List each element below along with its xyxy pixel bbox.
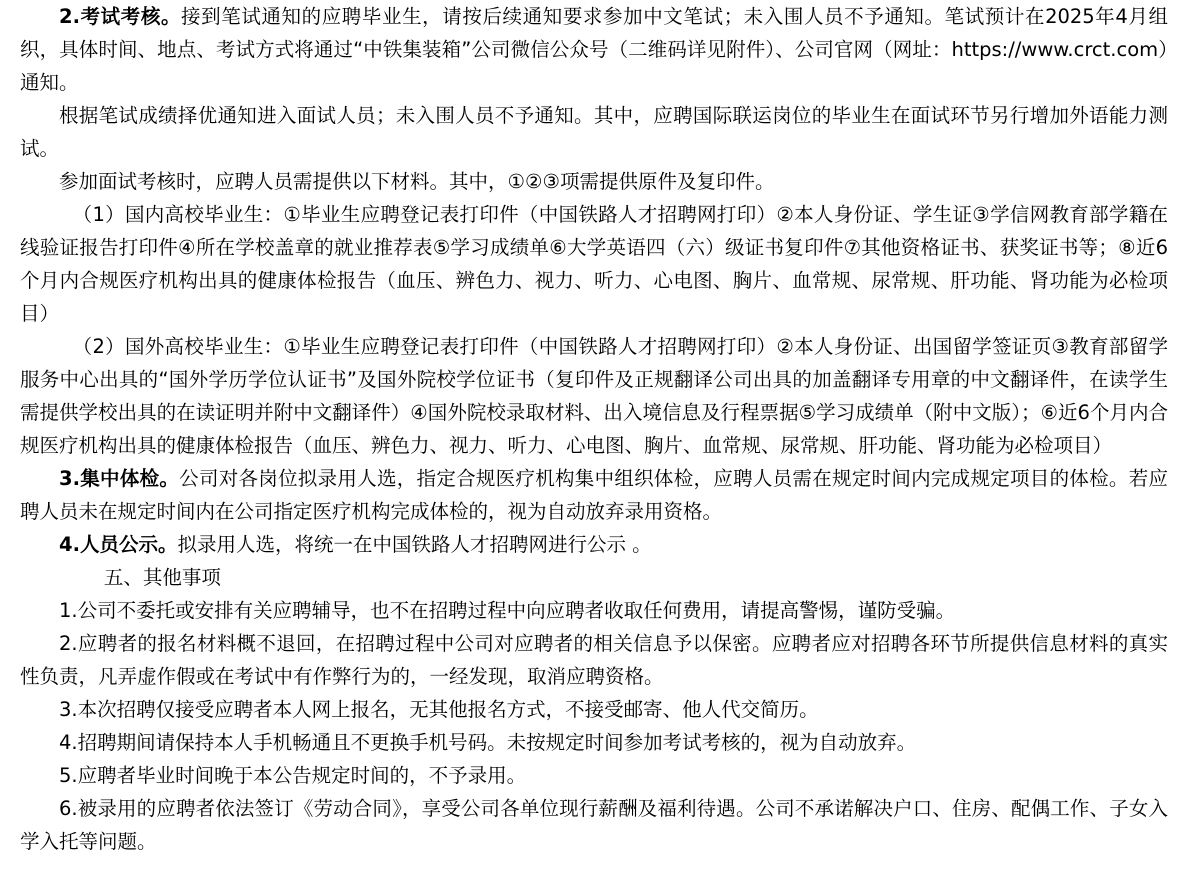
paragraph-text: 参加面试考核时，应聘人员需提供以下材料。其中，①②③项需提供原件及复印件。: [59, 170, 775, 193]
section-medical-exam: [20, 462, 1168, 528]
section-heading-exam: 2.考试考核。: [59, 5, 182, 28]
section-heading-public-notice: 4.人员公示。: [59, 533, 178, 556]
paragraph-interview-notice: [20, 99, 1168, 165]
list-item-graduation-time: [20, 759, 1168, 792]
list-item-phone-contact: [20, 726, 1168, 759]
section-heading-other-matters: [20, 561, 1168, 594]
list-item-labor-contract: [20, 792, 1168, 858]
list-item-online-only: [20, 693, 1168, 726]
paragraph-text: 1.公司不委托或安排有关应聘辅导，也不在招聘过程中向应聘者收取任何费用，请提高警惕，谨防受骗。: [59, 599, 956, 622]
paragraph-text: （1）国内高校毕业生：①毕业生应聘登记表打印件（中国铁路人才招聘网打印）②本人身份证、学生证③学信网教育部学籍在线验证报告打印件④所在学校盖章的就业推荐表⑤学习成绩单⑥大学英语四（六）级证书复印件⑦其他资格证书、获奖证书等；⑧近6个月内合规医疗机构出具的健康体检报告（血压、辨色力、视力、听力、心电图、胸片、血常规、尿常规、肝功能、肾功能为必检项目）: [20, 203, 1168, 325]
paragraph-domestic-graduates: [20, 198, 1168, 330]
list-item-no-agency: [20, 594, 1168, 627]
paragraph-text: 拟录用人选，将统一在中国铁路人才招聘网进行公示 。: [177, 533, 652, 556]
paragraph-text: 4.招聘期间请保持本人手机畅通且不更换手机号码。未按规定时间参加考试考核的，视为自动放弃。: [59, 731, 917, 754]
section-public-notice: [20, 528, 1168, 561]
paragraph-text: 公司对各岗位拟录用人选，指定合规医疗机构集中组织体检，应聘人员需在规定时间内完成规定项目的体检。若应聘人员未在规定时间内在公司指定医疗机构完成体检的，视为自动放弃录用资格。: [20, 467, 1168, 523]
paragraph-text: 接到笔试通知的应聘毕业生，请按后续通知要求参加中文笔试；未入围人员不予通知。笔试预计在2025年4月组织，具体时间、地点、考试方式将通过“中铁集装箱”公司微信公众号（二维码详见附件）、公司官网（网址：https://www.crct.com）通知。: [20, 5, 1168, 94]
paragraph-text: 2.应聘者的报名材料概不退回，在招聘过程中公司对应聘者的相关信息予以保密。应聘者应对招聘各环节所提供信息材料的真实性负责，凡弄虚作假或在考试中有作弊行为的，一经发现，取消应聘资格。: [20, 632, 1168, 688]
paragraph-text: （2）国外高校毕业生：①毕业生应聘登记表打印件（中国铁路人才招聘网打印）②本人身份证、出国留学签证页③教育部留学服务中心出具的“国外学历学位认证书”及国外院校学位证书（复印件及正规翻译公司出具的加盖翻译专用章的中文翻译件，在读学生需提供学校出具的在读证明并附中文翻译件）④国外院校录取材料、出入境信息及行程票据⑤学习成绩单（附中文版）；⑥近6个月内合规医疗机构出具的健康体检报告（血压、辨色力、视力、听力、心电图、胸片、血常规、尿常规、肝功能、肾功能为必检项目）: [20, 335, 1168, 457]
paragraph-materials-intro: [20, 165, 1168, 198]
paragraph-overseas-graduates: [20, 330, 1168, 462]
paragraph-text: 根据笔试成绩择优通知进入面试人员；未入围人员不予通知。其中，应聘国际联运岗位的毕业生在面试环节另行增加外语能力测试。: [20, 104, 1168, 160]
paragraph-text: 6.被录用的应聘者依法签订《劳动合同》，享受公司各单位现行薪酬及福利待遇。公司不承诺解决户口、住房、配偶工作、子女入学入托等问题。: [20, 797, 1168, 853]
list-item-materials-not-returned: [20, 627, 1168, 693]
section-exam-assessment: [20, 0, 1168, 99]
paragraph-text: 5.应聘者毕业时间晚于本公告规定时间的，不予录用。: [59, 764, 527, 787]
section-heading-medical: 3.集中体检。: [59, 467, 180, 490]
paragraph-text: 3.本次招聘仅接受应聘者本人网上报名，无其他报名方式，不接受邮寄、他人代交简历。: [59, 698, 819, 721]
heading-text: 五、其他事项: [103, 566, 221, 589]
